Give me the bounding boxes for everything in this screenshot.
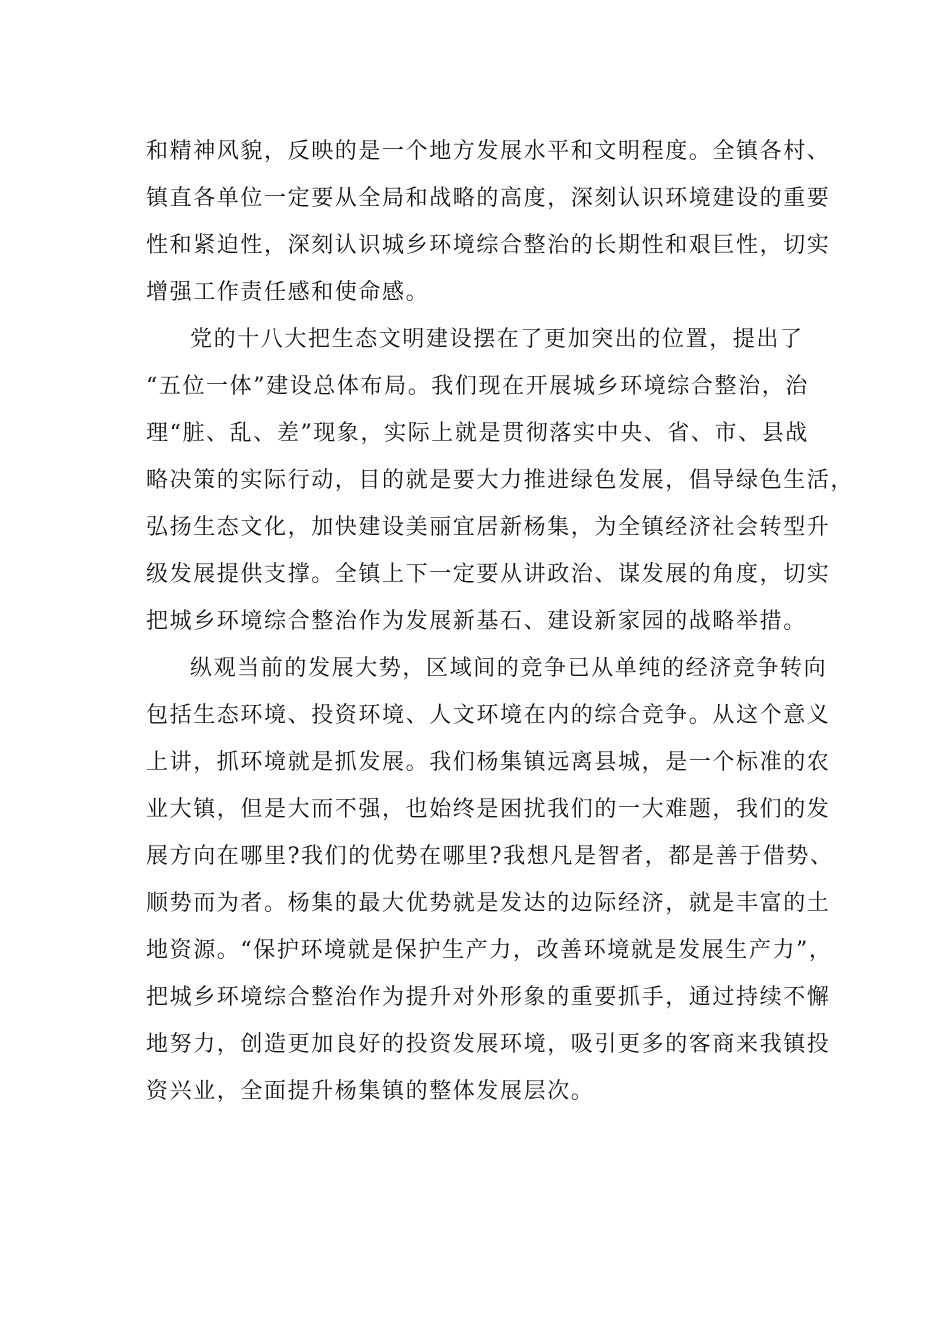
text-line: 资兴业，全面提升杨集镇的整体发展层次。 — [146, 1079, 595, 1104]
text-line: 上讲，抓环境就是抓发展。我们杨集镇远离县城，是一个标准的农 — [146, 750, 831, 775]
text-line: 性和紧迫性，深刻认识城乡环境综合整治的长期性和艰巨性，切实 — [146, 233, 831, 258]
text-line: “五位一体”建设总体布局。我们现在开展城乡环境综合整治，治 — [146, 374, 809, 399]
text-line: 级发展提供支撑。全镇上下一定要从讲政治、谋发展的角度，切实 — [146, 562, 831, 587]
text-line: 和精神风貌，反映的是一个地方发展水平和文明程度。全镇各村、 — [146, 139, 831, 164]
text-line: 纵观当前的发展大势，区域间的竞争已从单纯的经济竞争转向 — [190, 656, 828, 681]
paragraph-3 — [146, 645, 834, 1115]
paragraph-2 — [146, 316, 855, 645]
text-line: 增强工作责任感和使命感。 — [146, 280, 430, 305]
text-line: 党的十八大把生态文明建设摆在了更加突出的位置，提出了 — [190, 327, 804, 352]
text-line: 把城乡环境综合整治作为发展新基石、建设新家园的战略举措。 — [146, 609, 807, 634]
text-line: 地资源。“保护环境就是保护生产力，改善环境就是发展生产力”， — [146, 938, 833, 963]
paragraph-1 — [146, 128, 831, 316]
text-line: 把城乡环境综合整治作为提升对外形象的重要抓手，通过持续不懈 — [146, 985, 831, 1010]
text-line: 地努力，创造更加良好的投资发展环境，吸引更多的客商来我镇投 — [146, 1032, 831, 1057]
text-line: 展方向在哪里?我们的优势在哪里?我想凡是智者，都是善于借势、 — [146, 844, 834, 869]
text-line: 略决策的实际行动，目的就是要大力推进绿色发展，倡导绿色生活， — [146, 468, 855, 493]
text-line: 理“脏、乱、差”现象，实际上就是贯彻落实中央、省、市、县战 — [146, 421, 809, 446]
text-line: 弘扬生态文化，加快建设美丽宜居新杨集，为全镇经济社会转型升 — [146, 515, 831, 540]
text-line: 镇直各单位一定要从全局和战略的高度，深刻认识环境建设的重要 — [146, 186, 831, 211]
text-line: 包括生态环境、投资环境、人文环境在内的综合竞争。从这个意义 — [146, 703, 831, 728]
document-body — [146, 128, 855, 1115]
text-line: 顺势而为者。杨集的最大优势就是发达的边际经济，就是丰富的土 — [146, 891, 831, 916]
text-line: 业大镇，但是大而不强，也始终是困扰我们的一大难题，我们的发 — [146, 797, 831, 822]
